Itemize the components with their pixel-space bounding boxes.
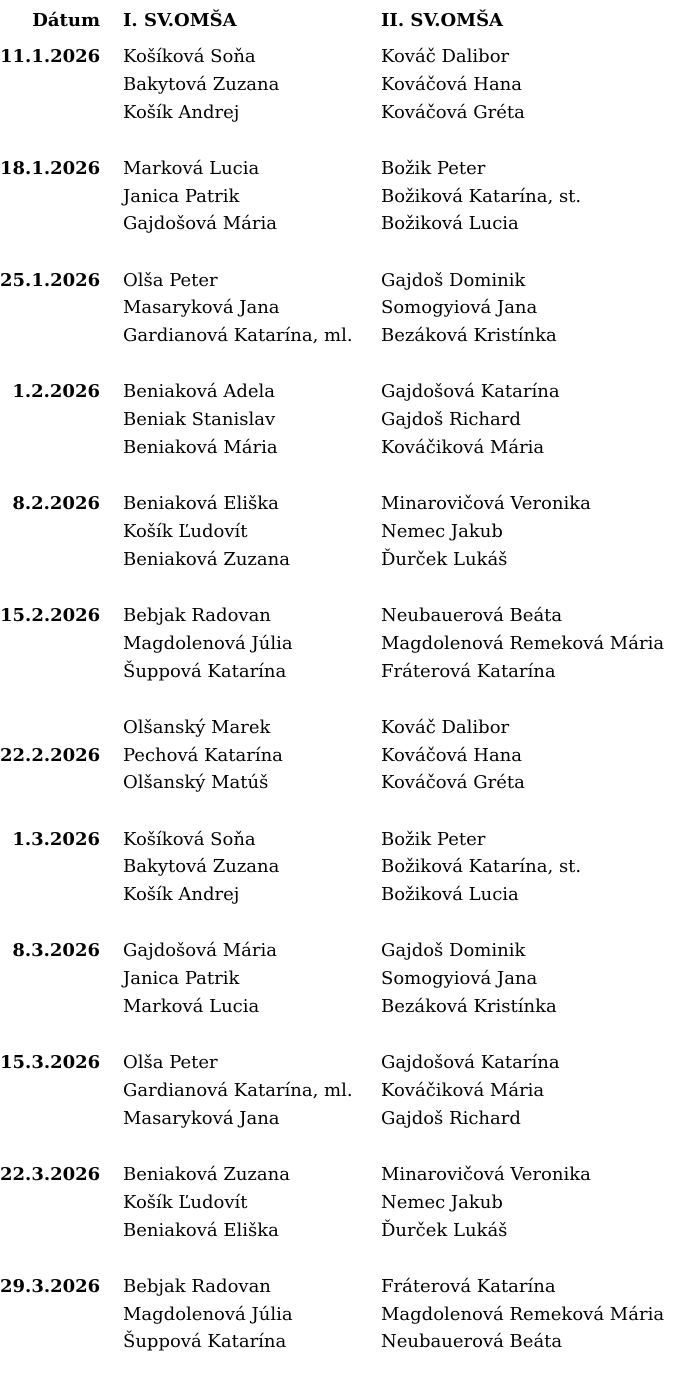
first-mass-name: Beniaková Mária bbox=[123, 436, 278, 458]
first-mass-name: Janica Patrik bbox=[123, 968, 240, 990]
first-mass-name: Košík Andrej bbox=[123, 884, 240, 906]
row-date: 29.3.2026 bbox=[0, 1275, 101, 1297]
second-mass-name: Bezáková Kristínka bbox=[381, 325, 557, 347]
second-mass-name: Božiková Katarína, st. bbox=[381, 185, 582, 207]
second-mass-name: Nemec Jakub bbox=[381, 1191, 503, 1213]
first-mass-names bbox=[123, 714, 283, 797]
first-mass-name: Olša Peter bbox=[123, 269, 218, 291]
first-mass-name: Magdolenová Júlia bbox=[123, 1303, 293, 1325]
first-mass-name: Marková Lucia bbox=[123, 995, 260, 1017]
row-date: 15.2.2026 bbox=[0, 604, 101, 626]
first-mass-name: Košík Ľudovít bbox=[123, 520, 248, 542]
first-mass-name: Pechová Katarína bbox=[123, 744, 283, 766]
first-mass-name: Košíková Soňa bbox=[123, 828, 256, 850]
schedule-row bbox=[0, 1161, 676, 1245]
second-mass-names bbox=[381, 267, 557, 350]
second-mass-names bbox=[381, 490, 591, 573]
second-mass-name: Kováčiková Mária bbox=[381, 1079, 545, 1101]
first-mass-name: Gardianová Katarína, ml. bbox=[123, 1079, 353, 1101]
second-mass-name: Somogyiová Jana bbox=[381, 968, 538, 990]
second-mass-name: Kováč Dalibor bbox=[381, 716, 510, 738]
second-mass-name: Ďurček Lukáš bbox=[381, 548, 508, 570]
first-mass-name: Magdolenová Júlia bbox=[123, 632, 293, 654]
second-mass-name: Somogyiová Jana bbox=[381, 297, 538, 319]
second-mass-name: Kováč Dalibor bbox=[381, 46, 510, 67]
first-mass-names bbox=[123, 1273, 293, 1356]
first-mass-name: Gajdošová Mária bbox=[123, 940, 278, 962]
first-mass-names bbox=[123, 43, 279, 126]
second-mass-name: Gajdoš Dominik bbox=[381, 940, 526, 962]
schedule-row bbox=[0, 937, 676, 1021]
first-mass-names bbox=[123, 267, 353, 350]
first-mass-name: Košík Andrej bbox=[123, 101, 240, 123]
first-mass-name: Olšanský Marek bbox=[123, 716, 271, 738]
first-mass-name: Šuppová Katarína bbox=[123, 660, 287, 682]
second-mass-name: Neubauerová Beáta bbox=[381, 1331, 563, 1353]
first-mass-names bbox=[123, 826, 279, 909]
second-mass-name: Minarovičová Veronika bbox=[381, 493, 591, 515]
first-mass-name: Beniaková Zuzana bbox=[123, 548, 290, 570]
first-mass-name: Masaryková Jana bbox=[123, 1107, 280, 1129]
first-mass-names bbox=[123, 602, 293, 685]
row-date: 1.2.2026 bbox=[12, 381, 100, 403]
first-mass-name: Gardianová Katarína, ml. bbox=[123, 325, 353, 347]
second-mass-names bbox=[381, 1049, 560, 1132]
second-mass-name: Gajdoš Richard bbox=[381, 409, 521, 431]
second-mass-names bbox=[381, 602, 664, 685]
second-mass-name: Kováčová Hana bbox=[381, 744, 522, 766]
schedule-row bbox=[0, 43, 676, 127]
first-mass-name: Olšanský Matúš bbox=[123, 772, 269, 794]
first-mass-name: Masaryková Jana bbox=[123, 297, 280, 319]
first-mass-name: Košíková Soňa bbox=[123, 46, 256, 67]
second-mass-names bbox=[381, 1273, 664, 1356]
row-date: 8.2.2026 bbox=[12, 493, 100, 515]
second-mass-names bbox=[381, 714, 525, 797]
second-mass-names bbox=[381, 937, 557, 1020]
row-date: 11.1.2026 bbox=[0, 46, 101, 67]
first-mass-name: Beniaková Zuzana bbox=[123, 1163, 290, 1185]
first-mass-name: Beniaková Eliška bbox=[123, 493, 279, 515]
second-mass-names bbox=[381, 1161, 591, 1244]
first-mass-names bbox=[123, 1161, 290, 1244]
second-mass-name: Nemec Jakub bbox=[381, 520, 503, 542]
first-mass-names bbox=[123, 1049, 353, 1132]
second-mass-names bbox=[381, 378, 560, 461]
schedule-rows bbox=[0, 43, 676, 1357]
first-mass-name: Janica Patrik bbox=[123, 185, 240, 207]
row-date: 15.3.2026 bbox=[0, 1052, 101, 1074]
first-mass-names bbox=[123, 490, 290, 573]
second-mass-name: Neubauerová Beáta bbox=[381, 604, 563, 626]
second-mass-name: Kováčová Gréta bbox=[381, 772, 525, 794]
first-mass-name: Košík Ľudovít bbox=[123, 1191, 248, 1213]
second-mass-name: Ďurček Lukáš bbox=[381, 1219, 508, 1241]
first-mass-name: Bakytová Zuzana bbox=[123, 856, 280, 878]
second-mass-name: Božiková Lucia bbox=[381, 213, 519, 235]
second-mass-name: Kováčiková Mária bbox=[381, 436, 545, 458]
second-mass-name: Božiková Katarína, st. bbox=[381, 856, 582, 878]
second-mass-name: Gajdoš Dominik bbox=[381, 269, 526, 291]
first-mass-name: Šuppová Katarína bbox=[123, 1331, 287, 1353]
first-mass-name: Beniaková Adela bbox=[123, 381, 275, 403]
table-header bbox=[0, 0, 676, 43]
second-mass-name: Gajdošová Katarína bbox=[381, 381, 560, 403]
second-mass-name: Gajdoš Richard bbox=[381, 1107, 521, 1129]
second-mass-name: Kováčová Gréta bbox=[381, 101, 525, 123]
second-mass-name: Fráterová Katarína bbox=[381, 660, 556, 682]
second-mass-name: Magdolenová Remeková Mária bbox=[381, 1303, 665, 1325]
first-mass-name: Marková Lucia bbox=[123, 157, 260, 179]
first-mass-name: Olša Peter bbox=[123, 1052, 218, 1074]
row-date: 8.3.2026 bbox=[12, 940, 100, 962]
second-mass-name: Kováčová Hana bbox=[381, 73, 522, 95]
row-date: 1.3.2026 bbox=[12, 828, 100, 850]
schedule-row bbox=[0, 826, 676, 910]
second-mass-name: Božiková Lucia bbox=[381, 884, 519, 906]
first-mass-name: Bebjak Radovan bbox=[123, 1275, 271, 1297]
second-mass-names bbox=[381, 826, 581, 909]
second-mass-name: Bezáková Kristínka bbox=[381, 995, 557, 1017]
second-mass-name: Božik Peter bbox=[381, 157, 486, 179]
schedule-row bbox=[0, 714, 676, 798]
second-mass-name: Magdolenová Remeková Mária bbox=[381, 632, 665, 654]
schedule-row bbox=[0, 155, 676, 239]
date-column-header: Dátum bbox=[32, 10, 100, 31]
row-date: 25.1.2026 bbox=[0, 269, 101, 291]
schedule-row bbox=[0, 1273, 676, 1357]
schedule-row bbox=[0, 1049, 676, 1133]
first-mass-name: Beniak Stanislav bbox=[123, 409, 276, 431]
first-mass-names bbox=[123, 155, 277, 238]
schedule-row bbox=[0, 378, 676, 462]
row-date: 22.3.2026 bbox=[0, 1163, 101, 1185]
schedule-row bbox=[0, 602, 676, 686]
second-mass-name: Gajdošová Katarína bbox=[381, 1052, 560, 1074]
second-mass-column-header: II. SV.OMŠA bbox=[381, 10, 504, 31]
row-date: 18.1.2026 bbox=[0, 157, 101, 179]
second-mass-name: Minarovičová Veronika bbox=[381, 1163, 591, 1185]
schedule-row bbox=[0, 490, 676, 574]
schedule-row bbox=[0, 267, 676, 351]
first-mass-column-header: I. SV.OMŠA bbox=[123, 10, 237, 31]
first-mass-names bbox=[123, 378, 278, 461]
first-mass-name: Beniaková Eliška bbox=[123, 1219, 279, 1241]
second-mass-name: Fráterová Katarína bbox=[381, 1275, 556, 1297]
first-mass-name: Bakytová Zuzana bbox=[123, 73, 280, 95]
first-mass-names bbox=[123, 937, 277, 1020]
second-mass-names bbox=[381, 43, 525, 126]
second-mass-name: Božik Peter bbox=[381, 828, 486, 850]
row-date: 22.2.2026 bbox=[0, 744, 101, 766]
first-mass-name: Gajdošová Mária bbox=[123, 213, 278, 235]
first-mass-name: Bebjak Radovan bbox=[123, 604, 271, 626]
second-mass-names bbox=[381, 155, 581, 238]
